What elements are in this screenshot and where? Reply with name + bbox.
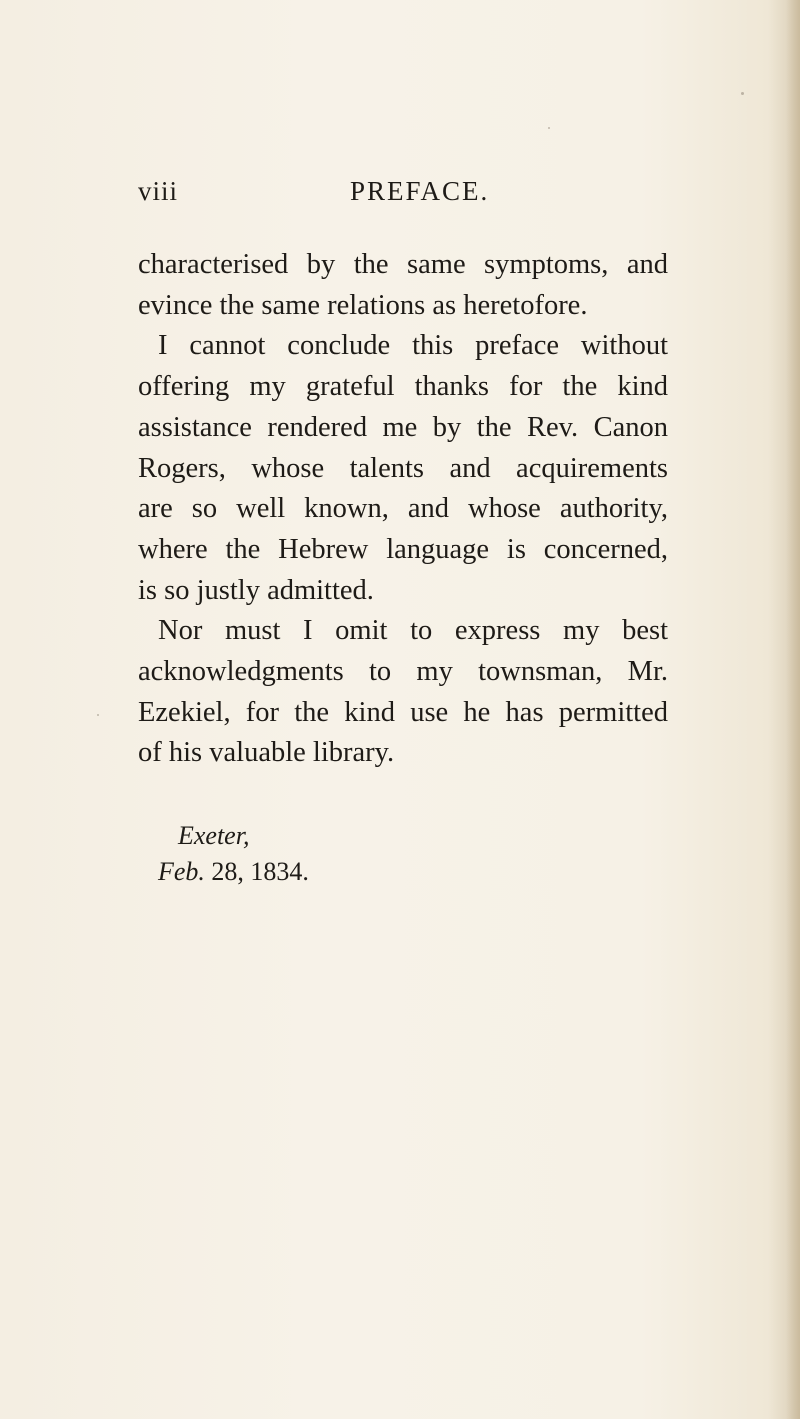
signoff-place: Exeter, [178, 821, 250, 850]
signoff-month: Feb. [158, 857, 205, 886]
text-line: Ezekiel, for the kind use he has permitted [138, 696, 668, 728]
page-edge-shadow [786, 0, 800, 1419]
text-line: Nor must I omit to express my best [158, 615, 668, 647]
text-line: of his valuable library. [138, 737, 395, 769]
paper-speck [741, 92, 744, 95]
page-number: viii [138, 176, 179, 206]
text-line: I cannot conclude this preface without [158, 330, 668, 362]
body-text [138, 245, 668, 774]
signoff-date [138, 854, 309, 890]
page-heading: PREFACE. [350, 176, 490, 206]
text-line: is so justly admitted. [138, 574, 374, 606]
text-line: assistance rendered me by the Rev. Canon [138, 411, 668, 443]
text-line: offering my grateful thanks for the kind [138, 371, 668, 403]
text-line: Rogers, whose talents and acquirements [138, 452, 668, 484]
text-line: where the Hebrew language is concerned, [138, 533, 668, 565]
paper-speck [97, 714, 99, 716]
text-line: evince the same relations as heretofore. [138, 289, 588, 321]
signoff [138, 818, 309, 890]
running-head [138, 176, 658, 216]
signoff-day-year: 28, 1834. [211, 857, 309, 886]
text-line: acknowledgments to my townsman, Mr. [138, 656, 668, 688]
text-line: characterised by the same symptoms, and [138, 249, 668, 280]
text-line: are so well known, and whose authority, [138, 493, 668, 525]
paper-speck [548, 127, 550, 129]
